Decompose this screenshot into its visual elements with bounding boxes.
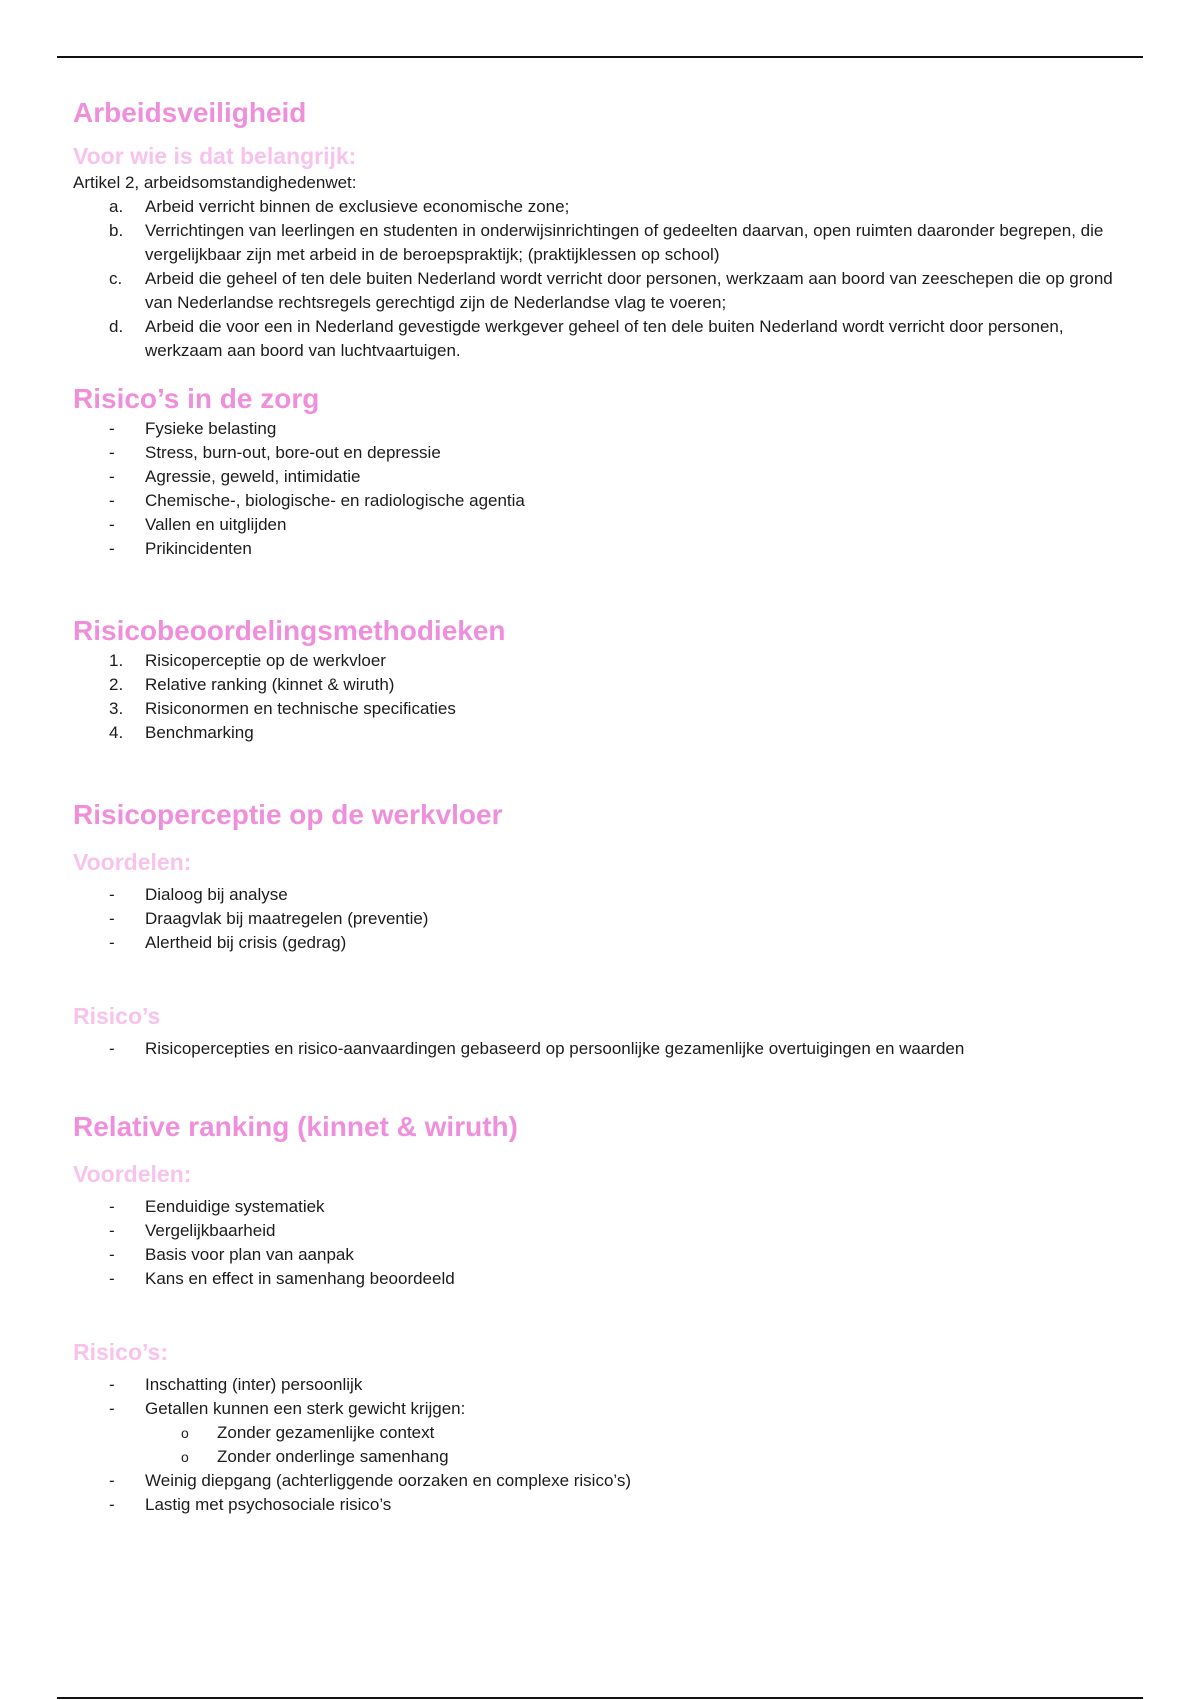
list-marker: - [109,419,115,438]
section-subheading: Voor wie is dat belangrijk: [73,143,357,169]
list-marker: - [109,1197,115,1216]
list-item-text: Vallen en uitglijden [145,515,287,534]
list-item-text: Risicoperceptie op de werkvloer [145,651,386,670]
document-body [73,95,1133,1517]
section-subheading: Voordelen: [73,1161,192,1187]
section-heading: Risicoperceptie op de werkvloer [73,799,503,830]
list-marker: - [109,1269,115,1288]
list-item-text: Relative ranking (kinnet & wiruth) [145,675,395,694]
list-marker: - [109,1375,115,1394]
list-item [73,465,1133,489]
list-marker: - [109,1221,115,1240]
list-marker: - [109,1245,115,1264]
list-item [73,673,1133,697]
section-subheading: Risico’s [73,1003,161,1029]
list-marker: c. [109,269,123,288]
header-rule [57,56,1143,58]
list-item [73,1243,1133,1267]
list-item-text: Dialoog bij analyse [145,885,288,904]
list-item-text: Risiconormen en technische specificaties [145,699,456,718]
sub-list-item [73,1421,1133,1445]
list-marker: - [109,909,115,928]
list-marker: - [109,491,115,510]
list-marker: o [181,1449,189,1465]
list-item-text: Alertheid bij crisis (gedrag) [145,933,347,952]
list-item [73,697,1133,721]
list-item-text: Arbeid verricht binnen de exclusieve economische zone; [145,197,570,216]
section-heading: Relative ranking (kinnet & wiruth) [73,1111,518,1142]
list-item-text: Weinig diepgang (achterliggende oorzaken en complexe risico’s) [145,1471,632,1490]
section-heading: Risicobeoordelingsmethodieken [73,615,506,646]
list-item-text: Draagvlak bij maatregelen (preventie) [145,909,429,928]
list-marker: d. [109,317,124,336]
list-marker: o [181,1425,189,1441]
list-marker: a. [109,197,124,216]
list-item [73,219,1133,267]
list-item [73,315,1133,363]
list-item-text: Zonder gezamenlijke context [217,1423,435,1442]
list-item [73,417,1133,441]
list-item-text: Zonder onderlinge samenhang [217,1447,449,1466]
list-item [73,721,1133,745]
list-marker: - [109,467,115,486]
intro-text: Artikel 2, arbeidsomstandighedenwet: [73,173,357,192]
list-item-text: Chemische-, biologische- en radiologische agentia [145,491,525,510]
list-item-text: Prikincidenten [145,539,252,558]
section-risicos-in-de-zorg [73,381,1133,561]
section-heading: Arbeidsveiligheid [73,97,307,128]
list-marker: b. [109,221,124,240]
list-marker: - [109,933,115,952]
section-relative-ranking [73,1109,1133,1517]
list-item [73,649,1133,673]
list-item-text: Stress, burn-out, bore-out en depressie [145,443,441,462]
section-heading: Risico’s in de zorg [73,383,320,414]
section-subheading: Risico’s: [73,1339,169,1365]
list-item [73,1493,1133,1517]
list-marker: - [109,539,115,558]
section-arbeidsveiligheid [73,95,1133,363]
list-item [73,537,1133,561]
list-item [73,1373,1133,1397]
section-risicoperceptie [73,797,1133,1061]
list-marker: - [109,885,115,904]
list-marker: 2. [109,675,124,694]
section-risicobeoordelingsmethodieken [73,613,1133,745]
list-marker: - [109,1495,115,1514]
list-item [73,1469,1133,1493]
list-marker: - [109,1471,115,1490]
list-item-text: Kans en effect in samenhang beoordeeld [145,1269,455,1288]
list-item-text: Inschatting (inter) persoonlijk [145,1375,363,1394]
list-item [73,1267,1133,1291]
list-item-text: Verrichtingen van leerlingen en studenten in onderwijsinrichtingen of gedeelten daarvan, open ruimten daaronder begrepen, die vergelijkbaar zijn met arbeid in de beroepspraktijk; (praktijklessen op school) [145,221,1104,264]
list-item-text: Basis voor plan van aanpak [145,1245,354,1264]
list-item [73,267,1133,315]
list-item-text: Arbeid die geheel of ten dele buiten Nederland wordt verricht door personen, werkzaam aan boord van zeeschepen die op grond van Nederlandse rechtsregels gerechtigd zijn de Nederlandse vlag te voeren; [145,269,1113,312]
list-item-text: Agressie, geweld, intimidatie [145,467,361,486]
list-item [73,1195,1133,1219]
list-marker: - [109,1039,115,1058]
list-item-text: Arbeid die voor een in Nederland gevestigde werkgever geheel of ten dele buiten Nederland wordt verricht door personen, werkzaam aan boord van luchtvaartuigen. [145,317,1064,360]
list-item [73,883,1133,907]
section-subheading: Voordelen: [73,849,192,875]
list-item [73,513,1133,537]
sub-list-item [73,1445,1133,1469]
list-item [73,1219,1133,1243]
footer-rule [57,1697,1143,1699]
list-item-text: Benchmarking [145,723,254,742]
list-marker: 1. [109,651,124,670]
list-item [73,441,1133,465]
list-item [73,195,1133,219]
list-marker: - [109,1399,115,1418]
list-marker: - [109,515,115,534]
list-item-text: Risicopercepties en risico-aanvaardingen gebaseerd op persoonlijke gezamenlijke overtuigingen en waarden [145,1039,965,1058]
list-item [73,489,1133,513]
list-item [73,907,1133,931]
list-marker: 4. [109,723,124,742]
list-marker: - [109,443,115,462]
list-item [73,931,1133,955]
list-item-text: Lastig met psychosociale risico’s [145,1495,392,1514]
list-item-text: Fysieke belasting [145,419,277,438]
list-item [73,1037,1133,1061]
list-item-text: Getallen kunnen een sterk gewicht krijgen: [145,1399,466,1418]
list-item [73,1397,1133,1421]
list-item-text: Eenduidige systematiek [145,1197,325,1216]
list-marker: 3. [109,699,124,718]
list-item-text: Vergelijkbaarheid [145,1221,276,1240]
